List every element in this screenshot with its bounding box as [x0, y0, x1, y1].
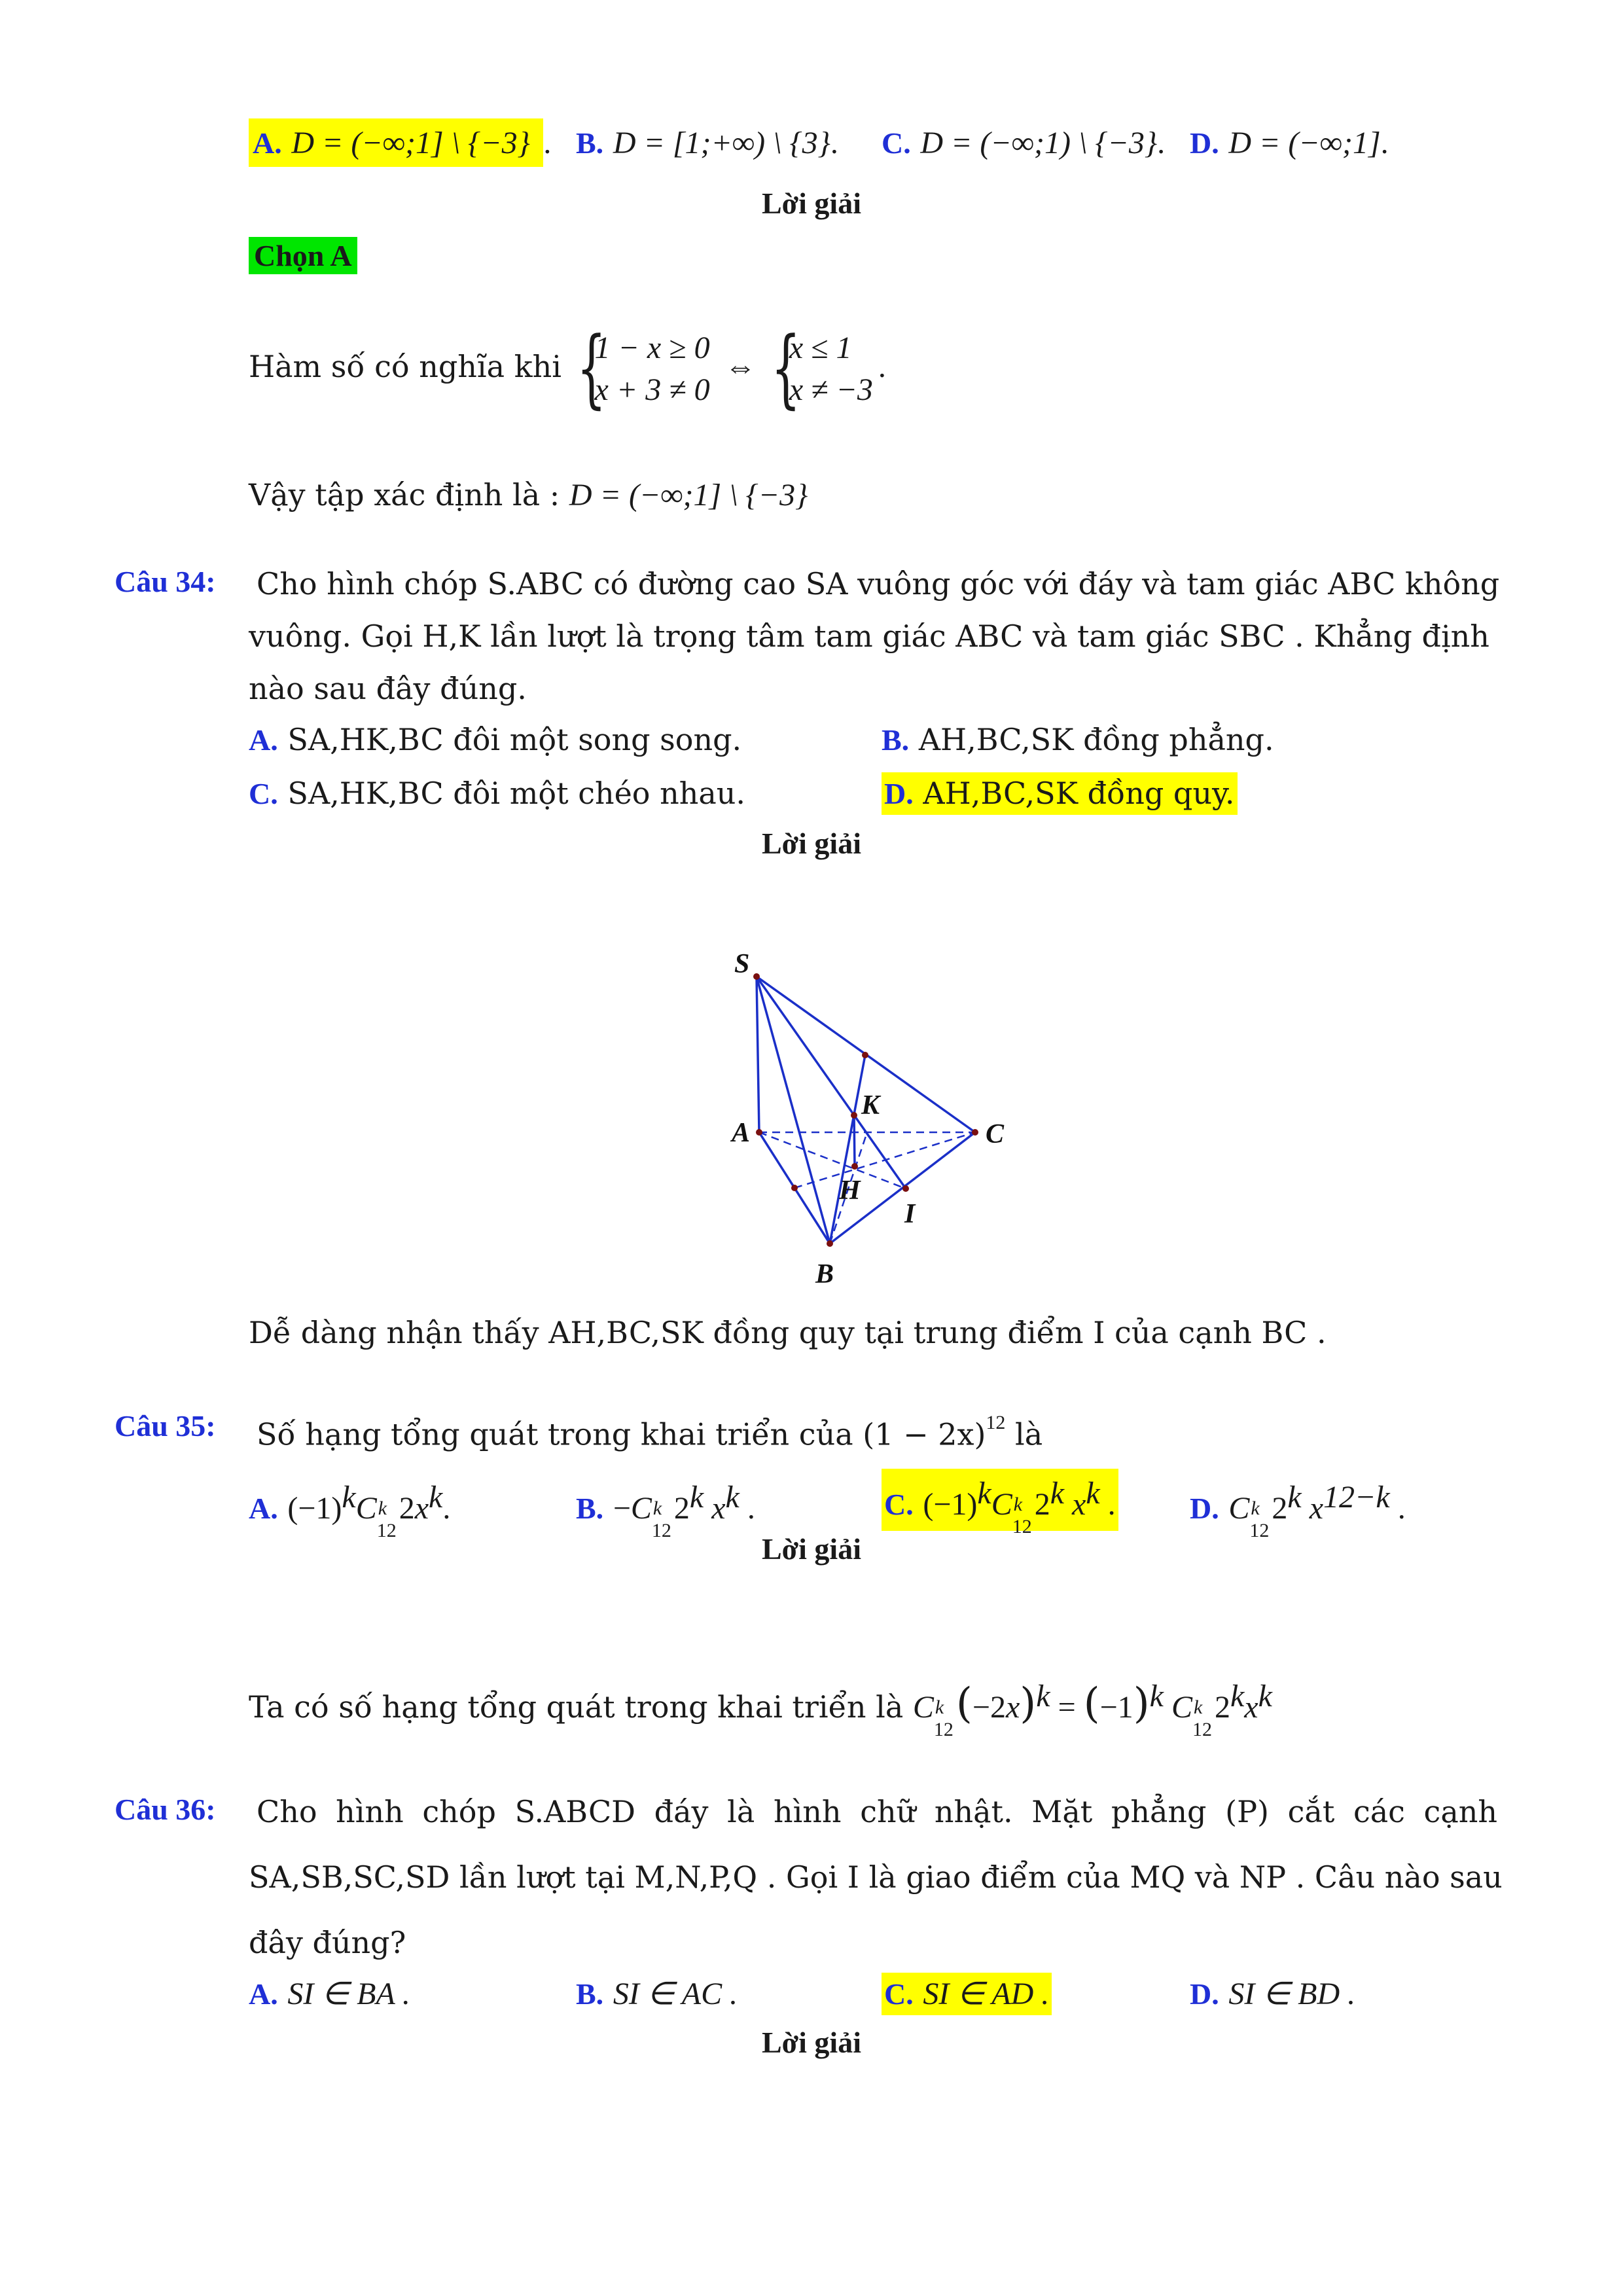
label-S: S	[734, 949, 750, 979]
point-A	[756, 1129, 762, 1136]
pyramid-figure	[720, 942, 1034, 1296]
q35-option-c: C. $(-1)^kC$ k 12 2$^k$ $x^k$ .	[882, 1469, 1118, 1531]
q35-option-a: A. $(-1)^kC$ k 12 $2x^k$.	[249, 1480, 451, 1541]
label-B: B	[815, 1259, 834, 1289]
q34-conclusion: Dễ dàng nhận thấy AH,BC,SK đồng quy tại trung điểm I của cạnh BC .	[249, 1315, 1327, 1350]
q36-text-line3: đây đúng?	[249, 1925, 406, 1960]
q36-option-b: B. SI ∈ AC .	[576, 1977, 738, 2011]
q35-solution-heading: Lời giải	[762, 1532, 861, 1566]
q34-option-d: D. AH,BC,SK đồng quy.	[882, 772, 1238, 815]
q34-text-line3: nào sau đây đúng.	[249, 671, 527, 706]
q33-condition: Hàm số có nghĩa khi { 1 − x ≥ 0 x + 3 ≠ 0 ⇔ { x ≤ 1 x ≠ −3 .	[249, 318, 886, 418]
q33-system-2: { x ≤ 1 x ≠ −3	[770, 318, 873, 418]
q34-solution-heading: Lời giải	[762, 827, 861, 860]
q33-options-row: A. D = (−∞;1] \ {−3} .	[249, 122, 551, 164]
label-K: K	[861, 1090, 880, 1121]
q33-conclusion: Vậy tập xác định là : D = (−∞;1] \ {−3}	[249, 477, 808, 512]
q36-text-line1: Cho hình chóp S.ABCD đáy là hình chữ nhật. Mặt phẳng (P) cắt các cạnh	[257, 1794, 1497, 1829]
q35-conclusion: Ta có số hạng tổng quát trong khai triển là C k 12 $(-2x)^k = (-1)^k$ C k 12 $2^kx^k$	[249, 1679, 1272, 1740]
line-KH	[854, 1115, 855, 1166]
q36-option-d: D. SI ∈ BD .	[1190, 1977, 1356, 2011]
edge-SB	[757, 977, 830, 1244]
point-mid-AB	[791, 1185, 798, 1191]
label-A: A	[732, 1118, 751, 1148]
q33-condition-text: Hàm số có nghĩa khi	[249, 349, 562, 384]
point-S	[753, 973, 760, 980]
q36-text-line2: SA,SB,SC,SD lần lượt tại M,N,P,Q . Gọi I là giao điểm của MQ và NP . Câu nào sau	[249, 1859, 1503, 1895]
q34-option-c: C. SA,HK,BC đôi một chéo nhau.	[249, 776, 746, 811]
q33-option-c: C. D = (−∞;1) \ {−3}.	[882, 126, 1166, 160]
q34-text-line1: Cho hình chóp S.ABC có đường cao SA vuông góc với đáy và tam giác ABC không	[257, 566, 1500, 601]
median-C-hidden	[794, 1132, 975, 1188]
q33-option-d: D. D = (−∞;1].	[1190, 126, 1389, 160]
q36-solution-heading: Lời giải	[762, 2026, 861, 2059]
edge-SA	[757, 977, 759, 1132]
q34-number: Câu 34:	[115, 565, 216, 598]
q36-number: Câu 36:	[115, 1793, 216, 1826]
label-H: H	[839, 1175, 861, 1206]
label-I: I	[904, 1199, 916, 1229]
point-C	[972, 1129, 978, 1136]
q33-system-1: { 1 − x ≥ 0 x + 3 ≠ 0	[576, 318, 710, 418]
q36-option-c: C. SI ∈ AD .	[882, 1973, 1052, 2015]
point-K	[851, 1112, 857, 1119]
q33-option-b: B. D = [1;+∞) \ {3}.	[576, 126, 838, 160]
q35-number: Câu 35:	[115, 1409, 216, 1443]
q33-option-a: A. D = (−∞;1] \ {−3}	[249, 118, 543, 167]
point-I	[902, 1185, 909, 1192]
q34-text-line2: vuông. Gọi H,K lần lượt là trọng tâm tam giác ABC và tam giác SBC . Khẳng định	[249, 619, 1489, 654]
q33-chosen-answer: Chọn A	[249, 237, 357, 274]
median-B	[830, 1055, 865, 1244]
label-C: C	[986, 1119, 1005, 1149]
q33-solution-heading: Lời giải	[762, 187, 861, 220]
q34-option-b: B. AH,BC,SK đồng phẳng.	[882, 722, 1274, 757]
point-B	[827, 1240, 833, 1247]
q35-option-d: D. C k 12 2$^k$ $x^{12-k}$ .	[1190, 1480, 1406, 1541]
q36-option-a: A. SI ∈ BA .	[249, 1977, 410, 2011]
q35-text: Số hạng tổng quát trong khai triển của $(1 - 2x)^{12}$ là	[257, 1412, 1043, 1452]
point-mid-SC	[862, 1052, 868, 1058]
q34-option-a: A. SA,HK,BC đôi một song song.	[249, 722, 742, 757]
q35-option-b: B. −C k 12 2$^k$ $x^k$ .	[576, 1480, 755, 1541]
point-H	[851, 1163, 858, 1170]
line-SI	[757, 977, 906, 1189]
